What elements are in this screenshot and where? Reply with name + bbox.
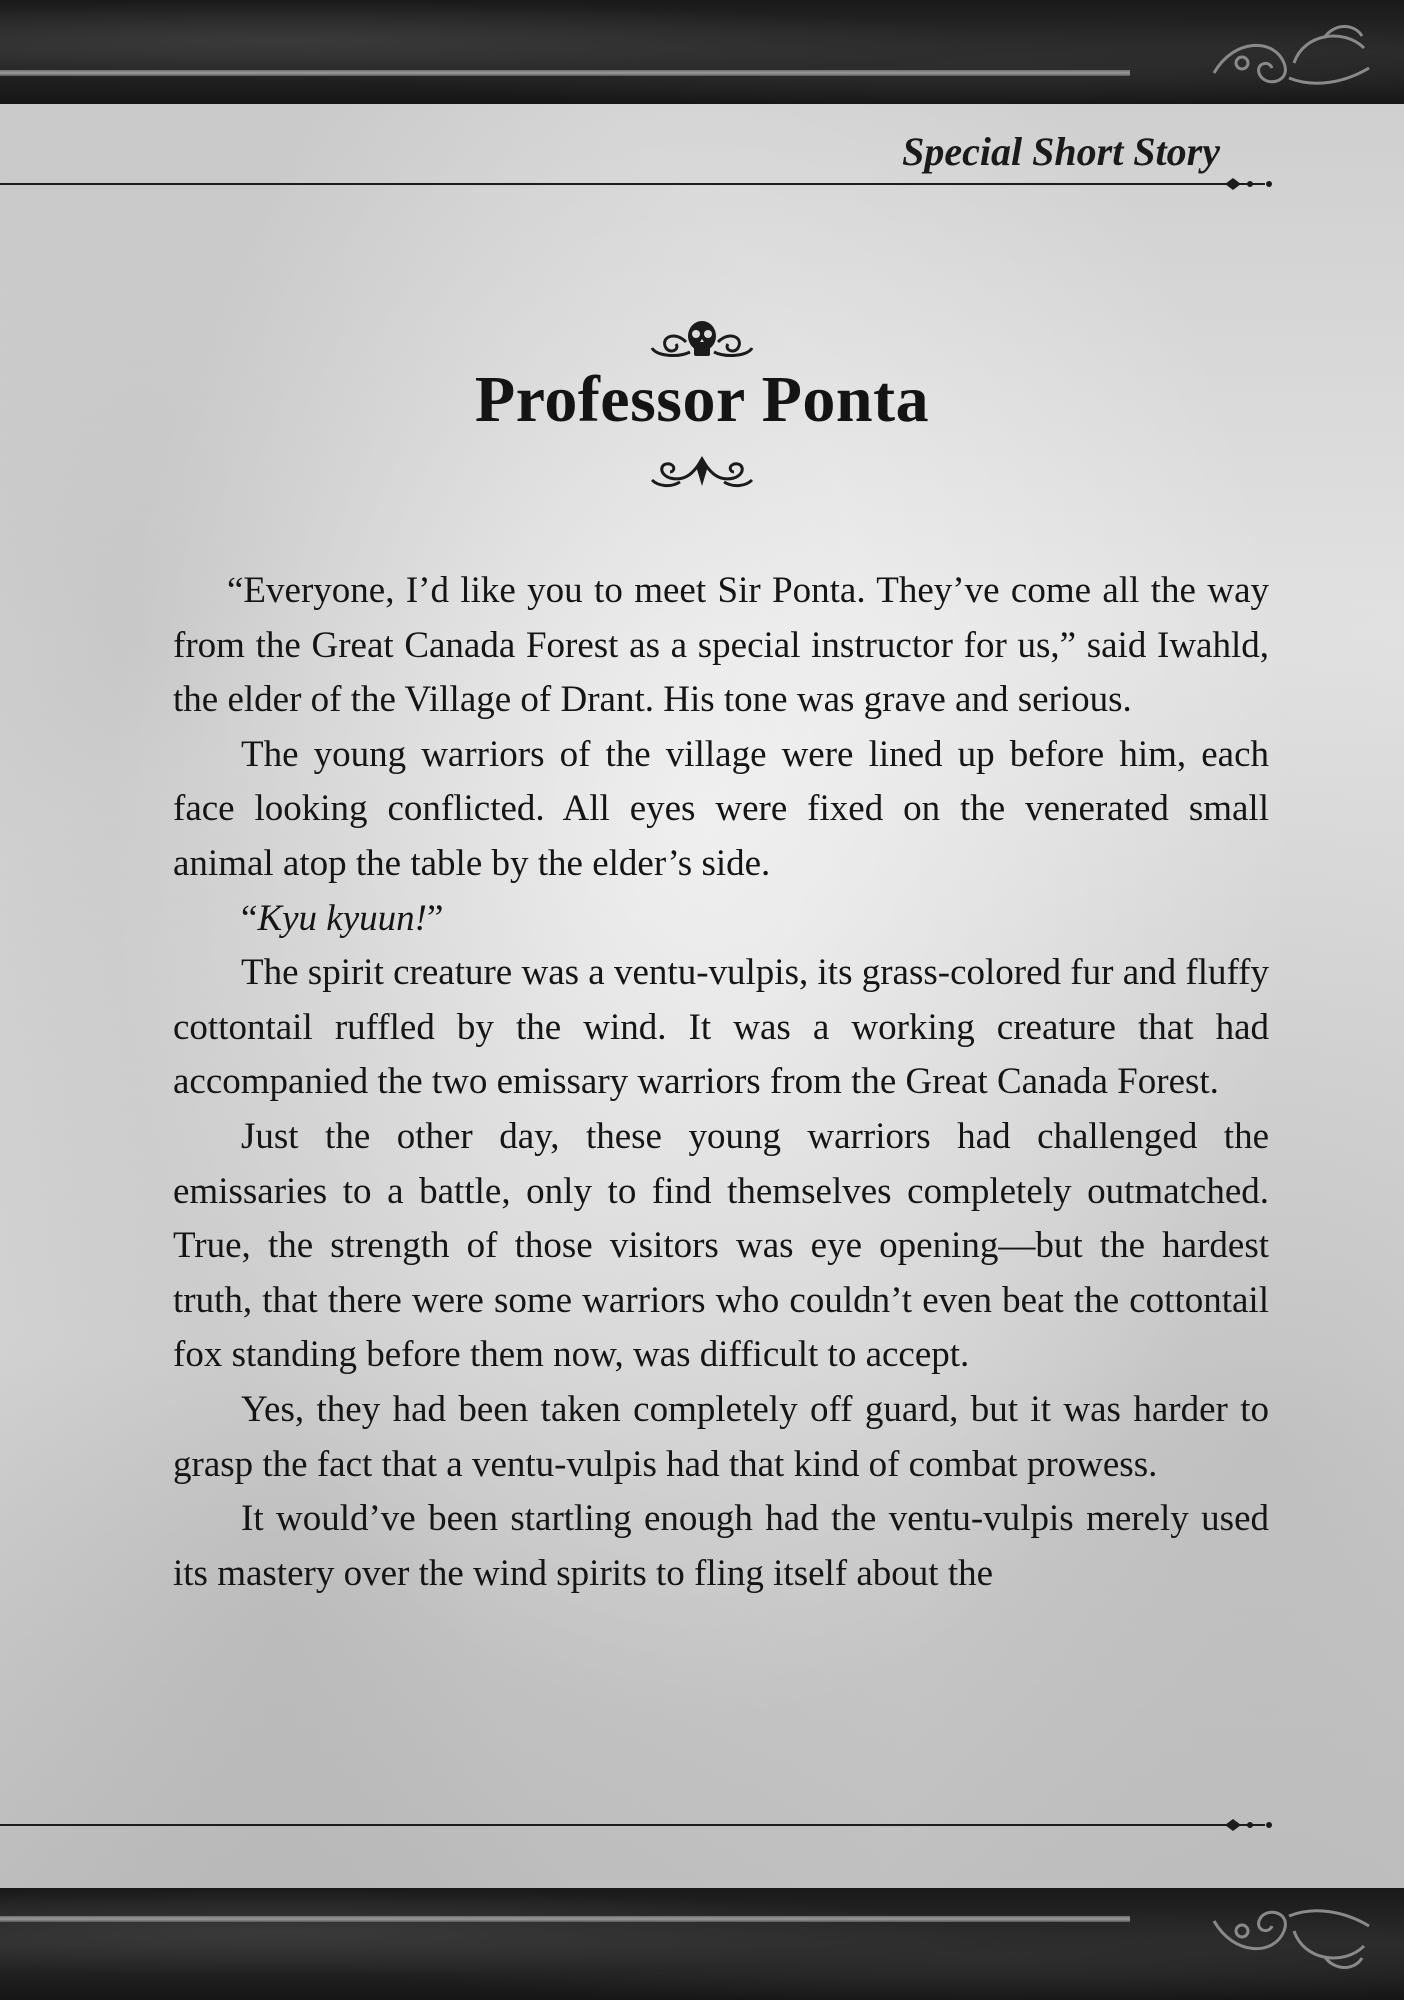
top-frame-rule (0, 70, 1130, 76)
diamond-dot-rule-icon (1195, 175, 1275, 193)
close-quote: ” (426, 897, 444, 939)
skull-flourish-icon (650, 312, 754, 362)
bottom-frame-rule (0, 1916, 1130, 1922)
footer-rule (0, 1824, 1250, 1826)
baroque-corner-flourish-icon (1204, 18, 1374, 98)
fox-cry: Kyu kyuun! (257, 897, 427, 939)
scroll-flourish-icon (650, 452, 754, 492)
baroque-corner-flourish-icon (1204, 1896, 1374, 1976)
diamond-dot-rule-icon (1195, 1816, 1275, 1834)
paragraph: “Everyone, I’d like you to meet Sir Ponta. They’ve come all the way from the Great Canada Forest as a special instructor for us,” said Iwahld, the elder of the Village of Drant. His tone was grave and serious. (173, 570, 1269, 721)
top-frame-band (0, 0, 1404, 104)
paragraph: The spirit creature was a ventu-vulpis, its grass-colored fur and fluffy cottontail ruffled by the wind. It was a working creature that had accompanied the two emissary warriors from the Great Canada Forest. (173, 952, 1269, 1103)
header-rule (0, 183, 1250, 185)
dialogue-line (173, 892, 1269, 947)
open-quote: “ (241, 897, 258, 939)
story-page (0, 104, 1404, 1888)
paragraph: The young warriors of the village were lined up before him, each face looking conflicted. All eyes were fixed on the venerated small animal atop the table by the elder’s side. (173, 733, 1269, 884)
paragraph: Just the other day, these young warriors had challenged the emissaries to a battle, only to find themselves completely outmatched. True, the strength of those visitors was eye opening—but the hardest truth, that there were some warriors who couldn’t even beat the cottontail fox standing before them now, was difficult to accept. (173, 1115, 1269, 1376)
story-body (173, 564, 1269, 1601)
paragraph: Yes, they had been taken completely off guard, but it was harder to grasp the fact that a ventu-vulpis had that kind of combat prowess. (173, 1388, 1269, 1485)
bottom-frame-band (0, 1888, 1404, 2000)
running-header: Special Short Story (902, 129, 1220, 174)
chapter-title: Professor Ponta (474, 363, 930, 436)
paragraph: It would’ve been startling enough had the ventu-vulpis merely used its mastery over the wind spirits to fling itself about the (173, 1498, 1269, 1594)
